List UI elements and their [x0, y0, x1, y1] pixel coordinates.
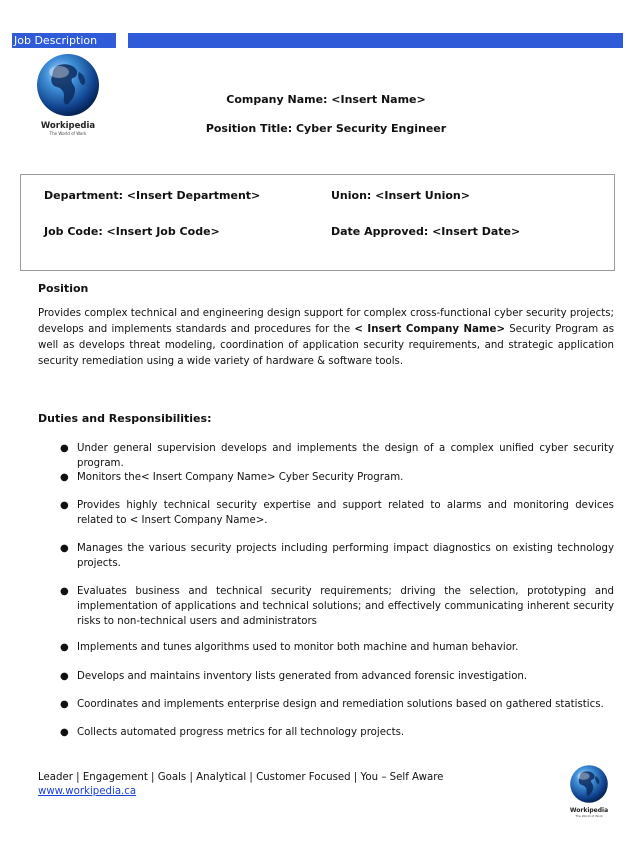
position-heading: Position — [38, 282, 89, 295]
duties-heading: Duties and Responsibilities: — [38, 412, 212, 425]
duty-item — [38, 697, 614, 712]
bullet-icon: ● — [60, 727, 69, 738]
header-bar — [128, 33, 623, 48]
bullet-icon: ● — [60, 699, 69, 710]
position-text-1: Provides complex technical and engineering design support for complex cross-functional cyber security projects; develops and implements standards and procedures for the — [38, 308, 614, 335]
bullet-icon: ● — [60, 443, 69, 454]
bullet-icon: ● — [60, 586, 69, 597]
position-description — [38, 306, 614, 370]
duty-text: Evaluates business and technical security requirements; driving the selection, prototyping and implementation of applications and technical solutions; and effectively communicating inherent security risks to non-technical users and administrators — [77, 586, 614, 627]
footer-website-link[interactable]: www.workipedia.ca — [38, 786, 137, 797]
job-code-field: Job Code: <Insert Job Code> — [44, 225, 220, 238]
duty-item — [38, 541, 614, 571]
bullet-icon: ● — [60, 543, 69, 554]
bullet-icon: ● — [60, 500, 69, 511]
duty-text: Under general supervision develops and implements the design of a complex unified cyber security program. — [77, 443, 614, 469]
duty-item — [38, 584, 614, 629]
logo-brand: Workipedia — [40, 121, 96, 131]
duty-item — [38, 640, 614, 655]
duty-text: Monitors the< Insert Company Name> Cyber Security Program. — [77, 472, 404, 483]
footer-values: Leader | Engagement | Goals | Analytical | Customer Focused | You – Self Aware — [38, 772, 444, 783]
duty-item — [38, 441, 614, 471]
position-company-placeholder: < Insert Company Name> — [354, 324, 505, 335]
bullet-icon: ● — [60, 472, 69, 483]
union-field: Union: <Insert Union> — [331, 189, 470, 202]
department-field: Department: <Insert Department> — [44, 189, 261, 202]
position-title: Position Title: Cyber Security Engineer — [205, 122, 447, 135]
date-approved-field: Date Approved: <Insert Date> — [331, 225, 521, 238]
globe-icon — [569, 764, 609, 804]
duty-item — [38, 470, 614, 485]
duty-text: Manages the various security projects including performing impact diagnostics on existing technology projects. — [77, 543, 614, 569]
globe-icon — [35, 52, 101, 118]
duty-text: Collects automated progress metrics for all technology projects. — [77, 727, 405, 738]
logo-small-tagline: The World of Work — [575, 814, 603, 818]
bullet-icon: ● — [60, 642, 69, 653]
duty-text: Provides highly technical security expertise and support related to alarms and monitoring devices related to < Insert Company Name>. — [77, 500, 614, 526]
company-name: Company Name: <Insert Name> — [226, 93, 426, 106]
header-tab-label: Job Description — [12, 33, 116, 48]
duty-text: Implements and tunes algorithms used to monitor both machine and human behavior. — [77, 642, 519, 653]
bullet-icon: ● — [60, 671, 69, 682]
duty-text: Coordinates and implements enterprise design and remediation solutions based on gathered statistics. — [77, 699, 604, 710]
logo-small-brand: Workipedia — [569, 807, 609, 814]
duty-item — [38, 669, 614, 684]
position-text-2: Security Program as well as develops threat modeling, coordination of application security requirements, and strategic application security remediation using a wide variety of hardware & software tools. — [38, 324, 614, 367]
duty-item — [38, 498, 614, 528]
workipedia-logo-small — [566, 764, 612, 818]
duty-text: Develops and maintains inventory lists generated from advanced forensic investigation. — [77, 671, 528, 682]
info-box — [20, 174, 615, 271]
duty-item — [38, 725, 614, 740]
logo-tagline: The World of Work — [49, 131, 87, 136]
